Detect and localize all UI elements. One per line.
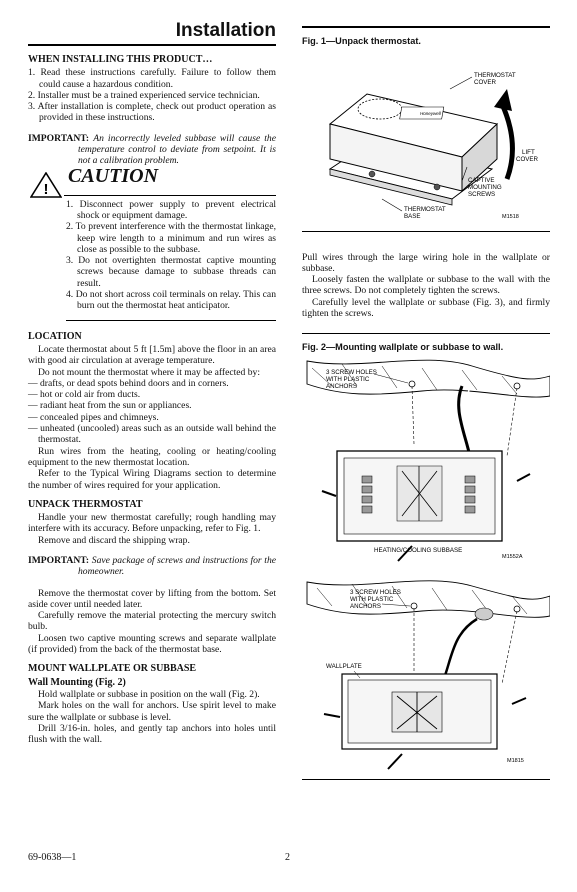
svg-text:LIFT: LIFT	[522, 149, 535, 157]
svg-text:HEATING/COOLING SUBBASE: HEATING/COOLING SUBBASE	[374, 546, 463, 554]
mount-paragraph: Drill 3/16-in. holes, and gently tap anchors into holes until flush with the wall.	[28, 722, 276, 746]
caution-block	[28, 164, 276, 198]
svg-text:M1518: M1518	[502, 214, 519, 220]
svg-text:COVER: COVER	[474, 79, 497, 87]
svg-text:WITH PLASTIC: WITH PLASTIC	[326, 375, 370, 383]
mount-paragraph: Mark holes on the wall for anchors. Use spirit level to make sure the wallplate or subbase is level.	[28, 700, 276, 723]
list-item: — drafts, or dead spots behind doors and in corners.	[28, 377, 229, 389]
svg-text:Honeywell: Honeywell	[420, 111, 441, 117]
fig1-unpack-thermostat-illustration	[302, 49, 550, 219]
caution-list	[66, 199, 276, 312]
svg-text:3 SCREW HOLES: 3 SCREW HOLES	[326, 368, 377, 376]
location-paragraph: Run wires from the heating, cooling or heating/cooling equipment to the new thermostat location.	[28, 445, 276, 468]
list-item: 3. Do not overtighten thermostat captive mounting screws because damage to subbase threads can result.	[66, 255, 276, 289]
fig2-title: Fig. 2—Mounting wallplate or subbase to wall.	[302, 342, 504, 353]
unpack-paragraph: Handle your new thermostat carefully; rough handling may interfere with its accuracy. Before unpacking, refer to Fig. 1.	[28, 512, 276, 535]
page-title: Installation	[28, 20, 276, 46]
wiring-paragraph: Pull wires through the large wiring hole in the wallplate or subbase.	[302, 251, 550, 274]
wiring-paragraph: Carefully level the wallplate or subbase (Fig. 3), and firmly tighten the screws.	[302, 296, 550, 320]
unpack-paragraph: Carefully remove the material protecting the mercury switch bulb.	[28, 610, 276, 633]
unpack-paragraph: Loosen two captive mounting screws and separate wallplate (if provided) from the back of the thermostat base.	[28, 632, 276, 656]
svg-text:SCREWS: SCREWS	[468, 191, 496, 199]
svg-text:ANCHORS: ANCHORS	[350, 602, 381, 610]
list-item: — unheated (uncooled) areas such as an outside wall behind the thermostat.	[28, 423, 276, 446]
svg-text:M1552A: M1552A	[502, 553, 523, 560]
unpack-paragraph: Remove the thermostat cover by lifting from the bottom. Set aside cover until needed later.	[28, 587, 276, 610]
right-column	[302, 20, 550, 788]
svg-text:MOUNTING: MOUNTING	[468, 184, 502, 192]
svg-text:CAPTIVE: CAPTIVE	[468, 177, 495, 185]
unpack-heading: UNPACK THERMOSTAT	[28, 498, 143, 510]
list-item: — hot or cold air from ducts.	[28, 389, 141, 401]
list-item: 1. Disconnect power supply to prevent electrical shock or equipment damage.	[66, 198, 276, 221]
svg-text:COVER: COVER	[516, 156, 539, 164]
location-paragraph: Do not mount the thermostat where it may be affected by:	[38, 366, 261, 378]
svg-text:ANCHORS: ANCHORS	[326, 382, 357, 390]
list-item: — concealed pipes and chimneys.	[28, 411, 159, 423]
mount-heading: MOUNT WALLPLATE OR SUBBASE	[28, 663, 197, 675]
fig2-wallplate-mounting-illustration	[302, 574, 550, 774]
unpack-paragraph: Remove and discard the shipping wrap.	[38, 534, 190, 546]
warning-triangle-icon	[30, 172, 62, 198]
list-item: 2. Installer must be a trained experienced service technician.	[28, 89, 260, 101]
important-note-screws: IMPORTANT: Save package of screws and instructions for the homeowner.	[28, 554, 276, 578]
fig1-title: Fig. 1—Unpack thermostat.	[302, 36, 421, 46]
wiring-paragraph: Loosely fasten the wallplate or subbase to the wall with the three screws. Do not completely tighten the screws.	[302, 274, 550, 297]
svg-text:3 SCREW HOLES: 3 SCREW HOLES	[350, 588, 401, 596]
left-column	[28, 20, 276, 745]
svg-text:WITH PLASTIC: WITH PLASTIC	[350, 595, 394, 603]
location-paragraph: Locate thermostat about 5 ft [1.5m] above the floor in an area with good air circulation at average temperature.	[28, 343, 276, 367]
svg-text:BASE: BASE	[404, 213, 421, 220]
location-paragraph: Refer to the Typical Wiring Diagrams section to determine the number of wires required for your application.	[28, 468, 276, 491]
svg-text:THERMOSTAT: THERMOSTAT	[474, 72, 516, 80]
important-note-subbase: IMPORTANT: An incorrectly leveled subbase will cause the temperature control to deviate from setpoint. It is not a calibration problem.	[28, 132, 276, 167]
when-installing-heading: WHEN INSTALLING THIS PRODUCT…	[28, 54, 213, 65]
svg-text:!: !	[43, 180, 49, 198]
fig2-subbase-mounting-illustration	[302, 356, 550, 571]
svg-text:M1815: M1815	[507, 757, 524, 764]
when-installing-list	[28, 67, 276, 123]
location-dash-list	[28, 378, 276, 446]
caution-heading: CAUTION	[68, 164, 159, 187]
list-item: 3. After installation is complete, check out product operation as provided in these instructions.	[28, 101, 276, 124]
list-item: 4. Do not short across coil terminals on relay. This can burn out the thermostat heat anticipator.	[66, 289, 276, 312]
location-heading: LOCATION	[28, 330, 82, 342]
list-item: — radiant heat from the sun or appliances.	[28, 400, 192, 412]
page-number: 2	[285, 852, 290, 863]
list-item: 1. Read these instructions carefully. Failure to follow them could cause a hazardous condition.	[28, 67, 276, 90]
svg-text:THERMOSTAT: THERMOSTAT	[404, 206, 446, 214]
list-item: 2. To prevent interference with the thermostat linkage, keep wire length to a minimum and run wires as close as possible to the subbase.	[66, 221, 276, 255]
mount-paragraph: Hold wallplate or subbase in position on the wall (Fig. 2).	[38, 688, 260, 700]
svg-text:WALLPLATE: WALLPLATE	[326, 662, 362, 670]
document-number: 69-0638—1	[28, 852, 77, 863]
wall-mounting-subheading: Wall Mounting (Fig. 2)	[28, 676, 126, 688]
